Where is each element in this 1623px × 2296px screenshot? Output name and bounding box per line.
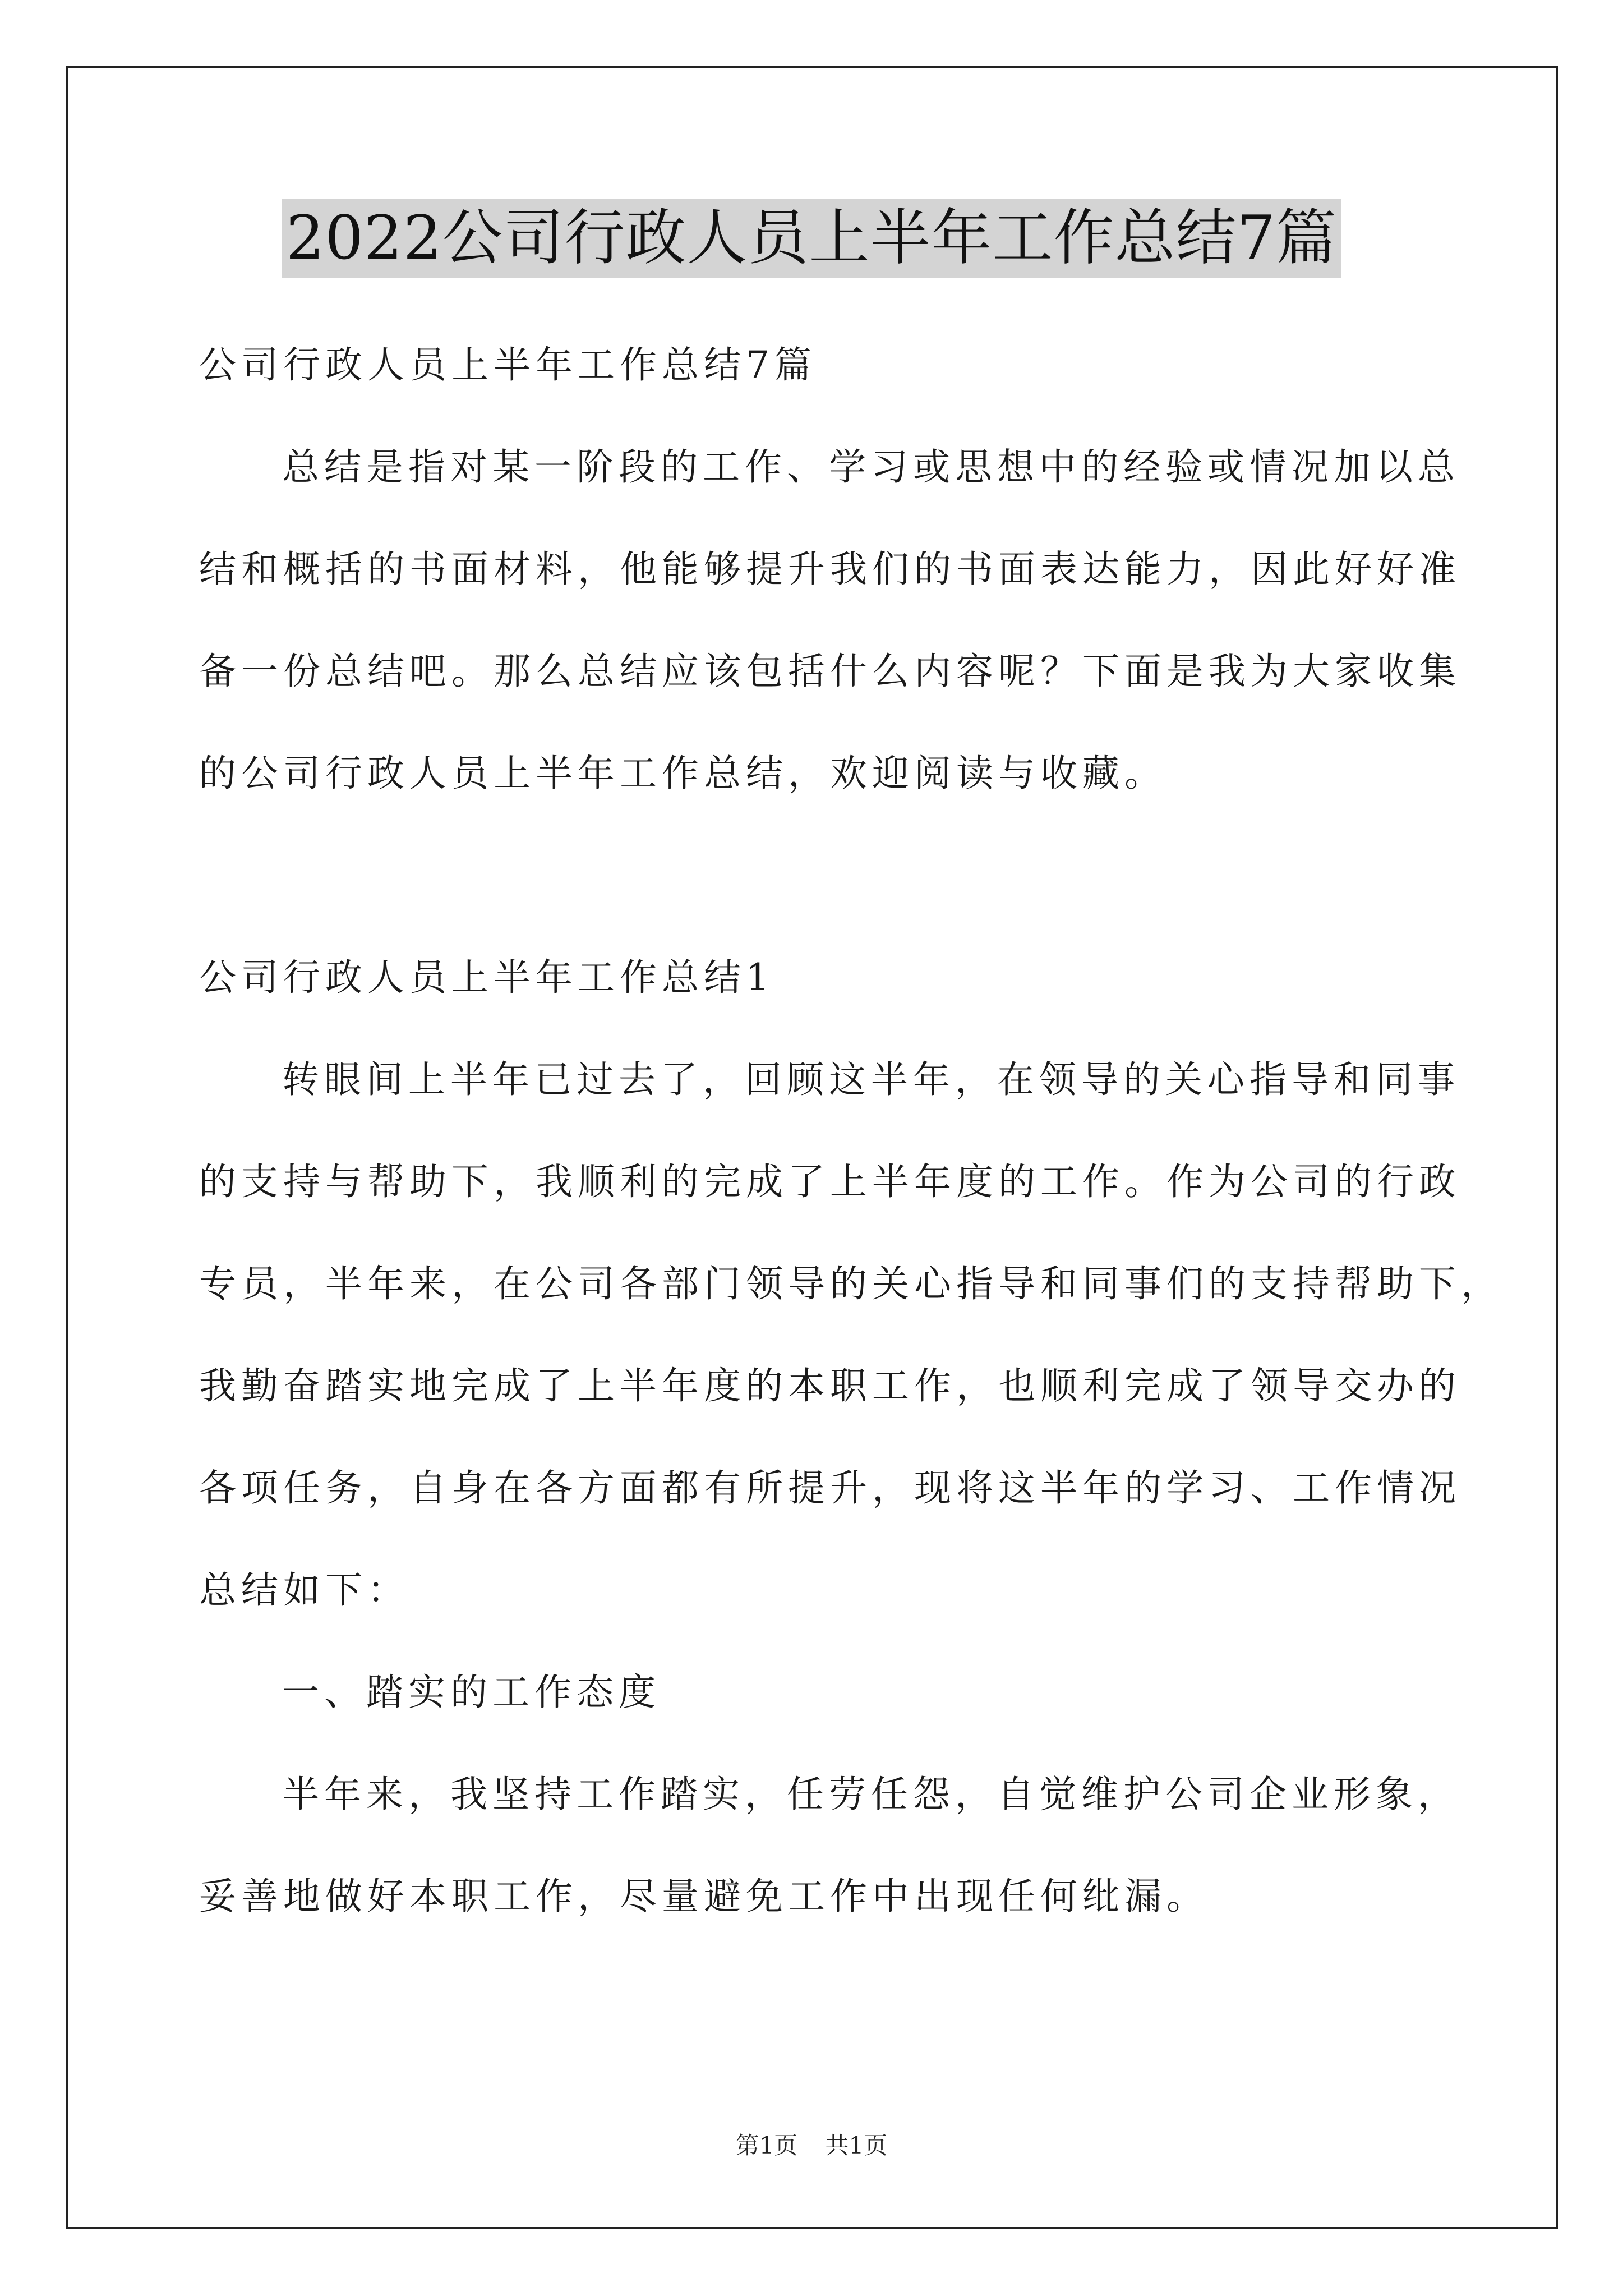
title-wrap bbox=[0, 199, 1623, 278]
intro-line: 结和概括的书面材料，他能够提升我们的书面表达能力，因此好好准 bbox=[199, 547, 1461, 591]
intro-line: 备一份总结吧。那么总结应该包括什么内容呢？下面是我为大家收集 bbox=[199, 650, 1461, 693]
page-total: 共1页 bbox=[825, 2132, 888, 2159]
page-number: 第1页 bbox=[735, 2132, 798, 2159]
body-line: 妥善地做好本职工作，尽量避免工作中出现任何纰漏。 bbox=[199, 1875, 1209, 1918]
document-body bbox=[199, 314, 1503, 1948]
intro-line: 总结是指对某一阶段的工作、学习或思想中的经验或情况加以总 bbox=[282, 445, 1460, 489]
body-line: 总结如下： bbox=[199, 1568, 409, 1612]
page-footer bbox=[0, 2129, 1623, 2162]
intro-subtitle: 公司行政人员上半年工作总结7篇 bbox=[199, 343, 817, 386]
section-gap bbox=[199, 825, 1461, 927]
body-line: 各项任务，自身在各方面都有所提升，现将这半年的学习、工作情况 bbox=[199, 1466, 1461, 1510]
intro-line: 的公司行政人员上半年工作总结，欢迎阅读与收藏。 bbox=[199, 752, 1166, 795]
body-line: 专员，半年来，在公司各部门领导的关心指导和同事们的支持帮助下， bbox=[199, 1262, 1503, 1305]
body-line: 我勤奋踏实地完成了上半年度的本职工作，也顺利完成了领导交办的 bbox=[199, 1364, 1461, 1407]
body-line: 转眼间上半年已过去了，回顾这半年，在领导的关心指导和同事 bbox=[282, 1058, 1460, 1101]
body-line: 的支持与帮助下，我顺利的完成了上半年度的工作。作为公司的行政 bbox=[199, 1160, 1461, 1203]
subheading: 一、踏实的工作态度 bbox=[282, 1671, 661, 1714]
body-line: 半年来，我坚持工作踏实，任劳任怨，自觉维护公司企业形象， bbox=[282, 1773, 1460, 1816]
document-title: 2022公司行政人员上半年工作总结7篇 bbox=[282, 199, 1342, 278]
section-heading: 公司行政人员上半年工作总结1 bbox=[199, 956, 774, 999]
